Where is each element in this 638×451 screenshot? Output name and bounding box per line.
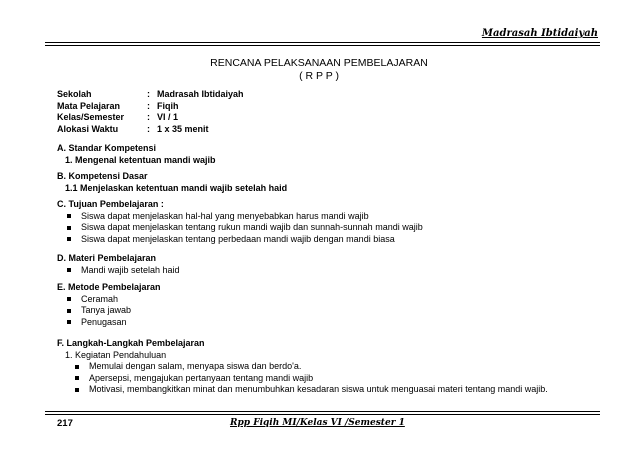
identity-label: Kelas/Semester (57, 112, 125, 122)
section-materi-pembelajaran (57, 253, 180, 276)
list-item (57, 384, 548, 396)
bullet-icon (67, 268, 71, 272)
section-kompetensi-dasar (57, 171, 287, 194)
section-langkah-pembelajaran (57, 338, 548, 396)
identity-colon: : (147, 112, 150, 122)
bullet-icon (75, 365, 79, 369)
section-title: B. Kompetensi Dasar (57, 171, 148, 181)
section-title: F. Langkah-Langkah Pembelajaran (57, 338, 205, 348)
section-standar-kompetensi (57, 143, 216, 166)
bullet-icon (75, 376, 79, 380)
identity-value: Madrasah Ibtidaiyah (157, 89, 244, 99)
header-text: Madrasah Ibtidaiyah (481, 28, 598, 39)
section-item: 1. Mengenal ketentuan mandi wajib (65, 154, 216, 165)
section-subtitle: 1. Kegiatan Pendahuluan (65, 349, 167, 360)
section-title: A. Standar Kompetensi (57, 143, 157, 153)
identity-colon: : (147, 100, 150, 111)
list-item-text: Tanya jawab (81, 305, 132, 316)
bullet-icon (67, 226, 71, 230)
page-number: 217 (57, 418, 73, 429)
identity-row (57, 101, 244, 113)
list-item (57, 305, 161, 317)
identity-row (57, 89, 244, 101)
document-title (0, 57, 638, 83)
bullet-icon (67, 297, 71, 301)
bullet-icon (75, 388, 79, 392)
list-item-text: Motivasi, membangkitkan minat dan menumbuhkan kesadaran siswa untuk menguasai materi tentang mandi wajib. (89, 384, 548, 395)
section-title: E. Metode Pembelajaran (57, 282, 161, 292)
footer-rule-thin (45, 411, 600, 412)
list-item-text: Siswa dapat menjelaskan hal-hal yang menyebabkan harus mandi wajib (81, 210, 369, 221)
list-item-text: Apersepsi, mengajukan pertanyaan tentang mandi wajib (89, 372, 314, 383)
title-line-2: ( R P P ) (299, 70, 339, 82)
list-item (57, 361, 548, 373)
list-item-text: Penugasan (81, 316, 127, 327)
list-item-text: Memulai dengan salam, menyapa siswa dan berdo'a. (89, 361, 302, 372)
footer-rule (45, 414, 600, 415)
section-metode-pembelajaran (57, 282, 161, 328)
identity-value: VI / 1 (157, 112, 179, 122)
identity-label: Mata Pelajaran (57, 100, 121, 111)
list-item-text: Siswa dapat menjelaskan tentang perbedaan mandi wajib dengan mandi biasa (81, 233, 395, 244)
list-item (57, 265, 180, 277)
identity-block (57, 89, 244, 135)
list-item (57, 294, 161, 306)
list-item-text: Ceramah (81, 293, 119, 304)
list-item (57, 234, 423, 246)
list-item-text: Mandi wajib setelah haid (81, 264, 180, 275)
list-item (57, 211, 423, 223)
identity-value: 1 x 35 menit (157, 123, 209, 134)
identity-label: Alokasi Waktu (57, 123, 119, 134)
identity-row (57, 112, 244, 124)
identity-row (57, 124, 244, 136)
list-item (57, 222, 423, 234)
title-line-1: RENCANA PELAKSANAAN PEMBELAJARAN (210, 57, 428, 69)
bullet-icon (67, 309, 71, 313)
footer-text: Rpp Fiqih MI/Kelas VI /Semester 1 (230, 418, 405, 428)
bullet-icon (67, 214, 71, 218)
identity-value: Fiqih (157, 100, 179, 111)
identity-colon: : (147, 89, 150, 99)
bullet-icon (67, 237, 71, 241)
section-title: D. Materi Pembelajaran (57, 253, 157, 263)
section-item: 1.1 Menjelaskan ketentuan mandi wajib setelah haid (65, 182, 288, 193)
header-rule-thin (45, 45, 600, 46)
bullet-icon (67, 320, 71, 324)
list-item (57, 373, 548, 385)
identity-label: Sekolah (57, 89, 92, 99)
header-rule (45, 42, 600, 43)
section-title: C. Tujuan Pembelajaran : (57, 199, 164, 209)
section-tujuan-pembelajaran (57, 199, 423, 245)
identity-colon: : (147, 123, 150, 134)
list-item (57, 317, 161, 329)
list-item-text: Siswa dapat menjelaskan tentang rukun mandi wajib dan sunnah-sunnah mandi wajib (81, 222, 423, 233)
